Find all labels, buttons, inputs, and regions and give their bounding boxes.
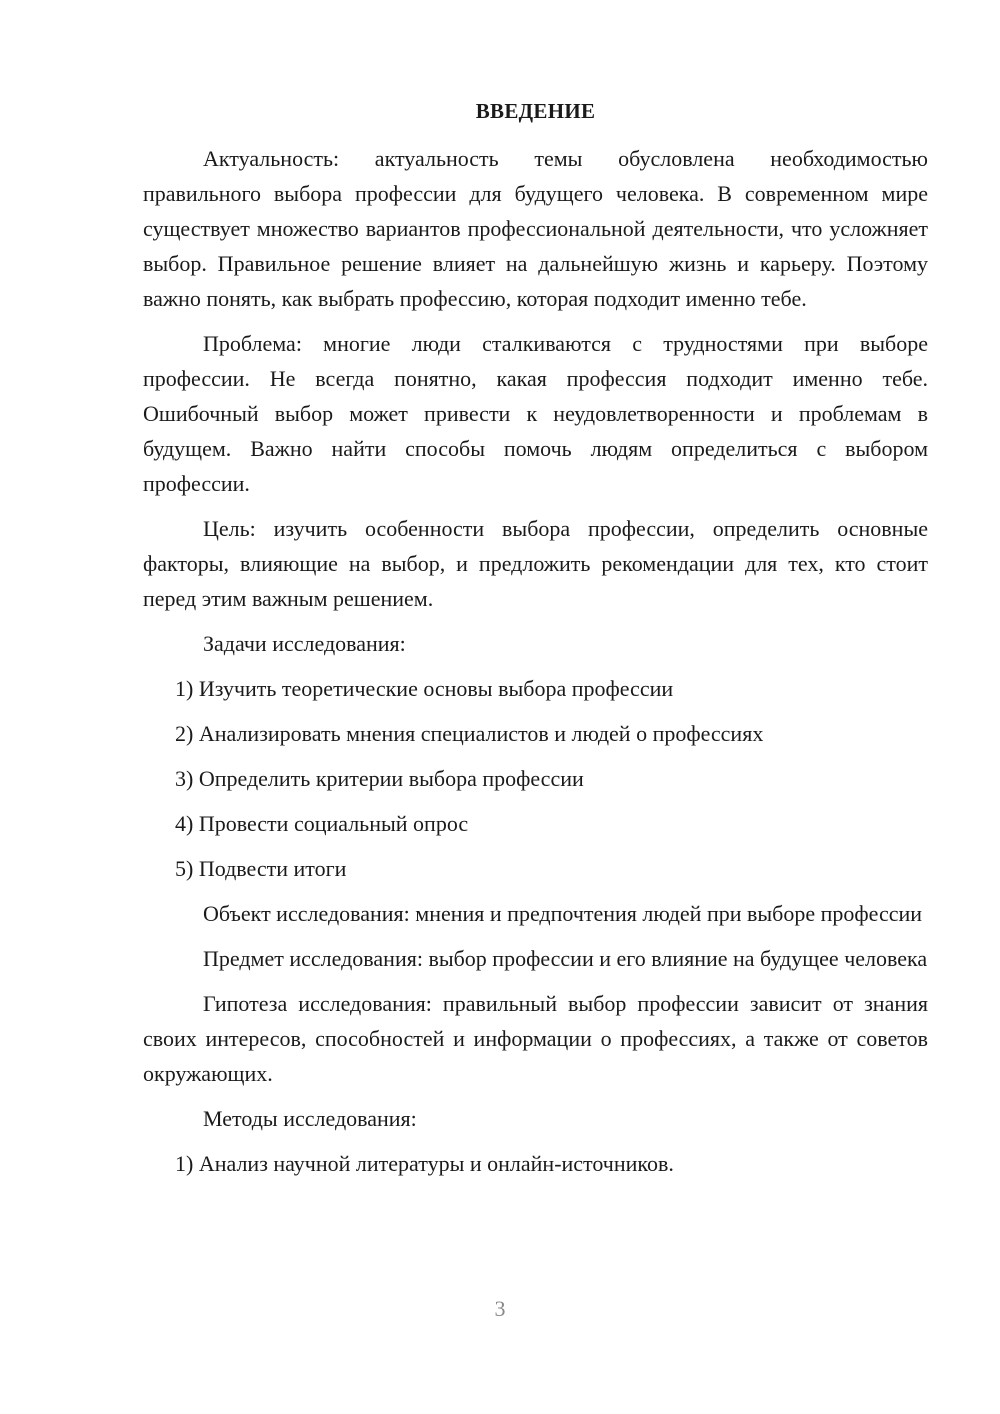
object-paragraph: Объект исследования: мнения и предпочтения людей при выборе профессии bbox=[203, 901, 923, 926]
relevance-paragraph: Актуальность: актуальность темы обусловлена необходимостью правильного выбора профессии для будущего человека. В современном мире существует множество вариантов профессиональной деятельности, что усложняет выбор. Правильное решение влияет на дальнейшую жизнь и карьеру. Поэтому важно понять, как выбрать профессию, которая подходит именно тебе. bbox=[143, 146, 928, 311]
task-item: 2) Анализировать мнения специалистов и людей о профессиях bbox=[175, 721, 764, 746]
task-item: 3) Определить критерии выбора профессии bbox=[175, 766, 584, 791]
methods-title: Методы исследования: bbox=[203, 1106, 417, 1131]
hypothesis-paragraph: Гипотеза исследования: правильный выбор профессии зависит от знания своих интересов, способностей и информации о профессиях, а также от советов окружающих. bbox=[143, 991, 928, 1086]
problem-paragraph: Проблема: многие люди сталкиваются с трудностями при выборе профессии. Не всегда понятно, какая профессия подходит именно тебе. Ошибочный выбор может привести к неудовлетворенности и проблемам в будущем. Важно найти способы помочь людям определиться с выбором профессии. bbox=[143, 331, 928, 496]
subject-paragraph: Предмет исследования: выбор профессии и его влияние на будущее человека bbox=[203, 946, 928, 971]
section-heading: ВВЕДЕНИЕ bbox=[475, 99, 596, 123]
task-item: 5) Подвести итоги bbox=[175, 856, 347, 881]
goal-paragraph: Цель: изучить особенности выбора профессии, определить основные факторы, влияющие на выбор, и предложить рекомендации для тех, кто стоит перед этим важным решением. bbox=[143, 516, 928, 611]
method-item: 1) Анализ научной литературы и онлайн-источников. bbox=[175, 1151, 674, 1176]
task-item: 1) Изучить теоретические основы выбора профессии bbox=[175, 676, 674, 701]
tasks-title: Задачи исследования: bbox=[203, 631, 406, 656]
page-content bbox=[143, 95, 928, 1191]
page-number: 3 bbox=[494, 1296, 506, 1321]
task-item: 4) Провести социальный опрос bbox=[175, 811, 469, 836]
